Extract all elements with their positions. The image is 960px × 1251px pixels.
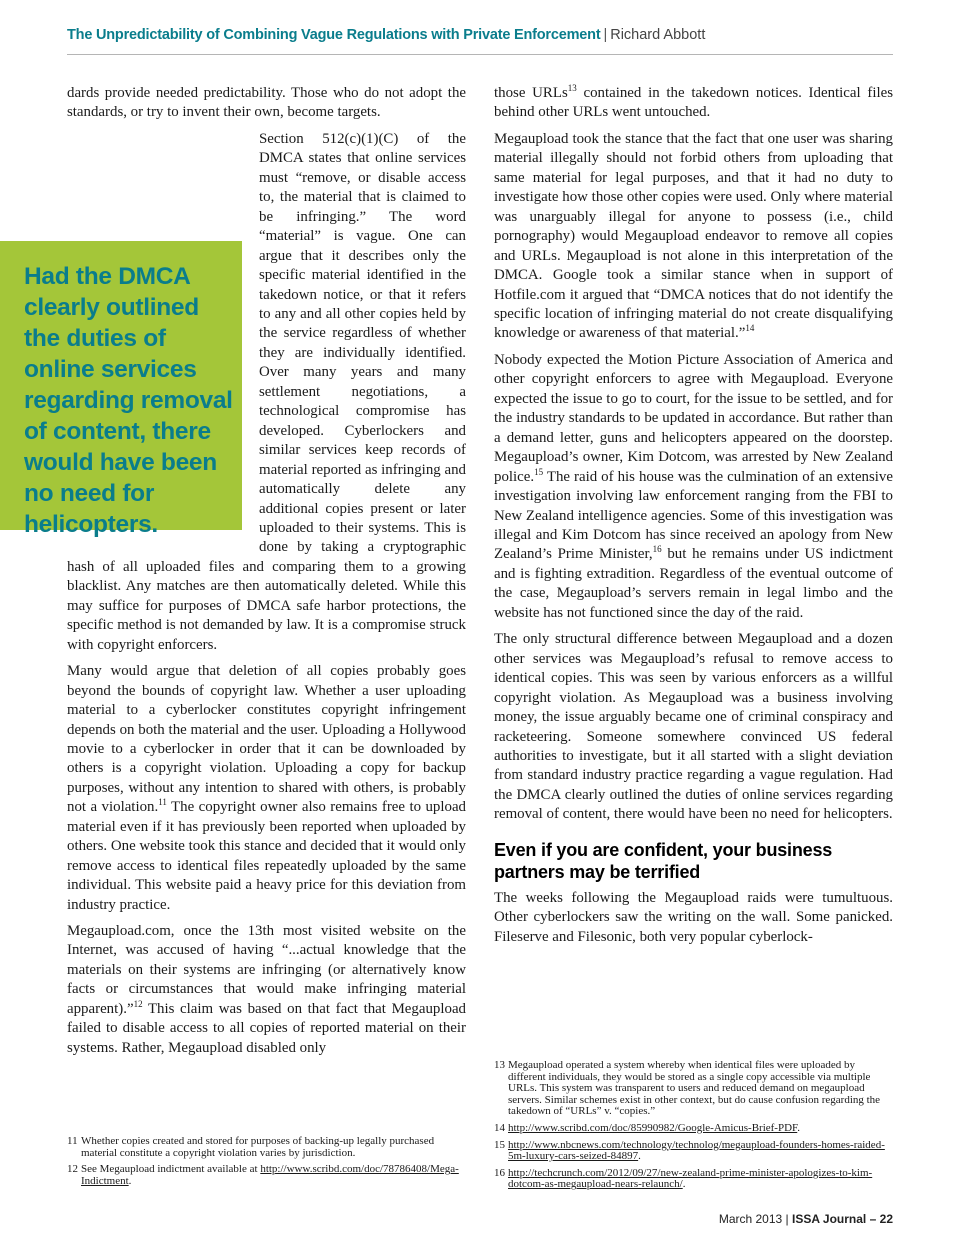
footnote-15 [494, 1140, 893, 1163]
footnote-number: 16 [494, 1166, 505, 1179]
left-paragraph-4-text-a: Megaupload.com, once the 13th most visited website on the Internet, was accused of having “...actual knowledge that the materials on their systems are infringing (or alternatively know facts or circumstances that would make infringing material apparent).” [67, 923, 466, 1017]
header-author: Richard Abbott [610, 27, 706, 43]
footnote-ref-16[interactable]: 16 [652, 544, 662, 555]
right-paragraph-3-text-b: The raid of his house was the culmination of an extensive investigation involving law enforcement ranging from the FBI to New Zealand intelligence agencies. Some of this investigation was illegal and Kim Dotcom has since received an apology from New Zealand’s Prime Minister, [494, 468, 893, 563]
footnote-number: 13 [494, 1059, 505, 1071]
footnote-ref-12[interactable]: 12 [133, 998, 143, 1009]
running-header [67, 26, 893, 55]
footnote-link[interactable]: http://www.nbcnews.com/technology/technolog/megaupload-founders-homes-raided-5m-luxury-cars-seized-84897 [508, 1138, 885, 1163]
footnote-number: 12 [67, 1163, 78, 1176]
right-paragraph-3-text-a: Nobody expected the Motion Picture Association of America and other copyright enforcers to agree with Megaupload. Everyone expected the issue to go to court, for the issue to be settled, and for the industry standards to be updated in accordance. But rather than a demand letter, guns and helicopters appeared on the doorstep. Megaupload’s owner, Kim Dotcom, was arrested by New Zealand police. [494, 351, 893, 485]
left-paragraph-4-text-b: This claim was based on that fact that Megaupload failed to disable access to all copies of reported material on their systems. Rather, Megaupload disabled only [67, 1000, 466, 1056]
footer-journal: ISSA Journal [792, 1212, 867, 1226]
footnotes-right [494, 1060, 893, 1196]
left-paragraph-1: dards provide needed predictability. Those who do not adopt the standards, or try to invent their own, become targets. [67, 85, 466, 121]
right-paragraph-4: The only structural difference between Megaupload and a dozen other services was Megaupload’s refusal to remove access to identical copies. This was seen by various enforcers as a willful copyright violation. As Megaupload was a business involving money, the issue arguably became one of criminal conspiracy and racketeering. Someone somewhere convinced US federal authorities to investigate, but it all started with a slight deviation from standard industry practice regarding a vague regulation. Had the DMCA clearly outlined the duties of online services regarding removal of content, there would have been no need for helicopters. [494, 631, 893, 823]
left-paragraph-3-text-a: Many would argue that deletion of all copies probably goes beyond the bounds of copyright law. Whether a user uploading material to a cyberlocker constitutes copyright infringement depends on both the material and the user. Uploading a Hollywood movie to a cyberlocker in order that it can be downloaded by others is a copyright violation. Uploading a copy for backup purposes, without any intention to shared with others, is probably not a violation. [67, 663, 466, 816]
footer-date: March 2013 [718, 1212, 783, 1226]
left-paragraph-3-text-b: The copyright owner also remains free to upload material even if it has previously been reported when uploaded by others. One website took this stance and decided that it would only remove access to identical files repeatedly uploaded by the same individual. This website paid a heavy price for this deviation from industry practice. [67, 799, 466, 913]
footnotes-left [67, 1136, 466, 1192]
footnote-ref-11[interactable]: 11 [158, 797, 167, 808]
footnote-11 [67, 1136, 466, 1159]
footnote-link[interactable]: http://www.scribd.com/doc/78786408/Mega-Indictment [81, 1163, 459, 1187]
footnote-ref-15[interactable]: 15 [534, 466, 544, 477]
footnote-12 [67, 1164, 466, 1187]
footnote-text: See Megaupload indictment available at [81, 1163, 261, 1176]
footnote-ref-13[interactable]: 13 [567, 83, 577, 94]
right-paragraph-3-text-c: but he remains under US indictment and is fighting extradition. Regardless of the eventual outcome of the case, Megaupload’s servers remain in legal limbo and the website has not functioned since the day of the raid. [494, 546, 894, 621]
footnote-number: 11 [67, 1135, 78, 1147]
footer-separator: | [785, 1212, 789, 1226]
left-column [67, 84, 466, 1065]
pullquote-text: Had the DMCA clearly outlined the duties of online services regarding removal of content, there would have been no need for helicopters. [24, 263, 233, 538]
page-footer [719, 1212, 893, 1226]
right-paragraph-1-text-a: those URLs [494, 85, 568, 101]
section-heading: Even if you are confident, your business partners may be terrified [494, 839, 833, 882]
right-paragraph-3 [494, 351, 893, 623]
right-paragraph-2 [494, 130, 893, 344]
left-paragraph-2-text: Section 512(c)(1)(C) of the DMCA states that online services must “remove, or disable access to, the material that is claimed to be infringing.” The word “material” is vague. One can argue that it describes only the specific material identified in the takedown notice, or that it refers to any and all other copies held by the service regardless of whether they are individually identified. Over many years and many settlement negotiations, a technological compromise has developed. Cyberlockers and similar services keep records of material reported as infringing and automatically delete any additional copies present or later uploaded to their systems. This is done by taking a cryptographic hash of all uploaded files and comparing them to a growing blacklist. Any matches are then automatically deleted. While this may suffice for purposes of DMCA safe harbor protections, the specific method is not demanded by law. It is a compromise struck with copyright enforcers. [67, 130, 466, 653]
header-separator: | [603, 27, 608, 43]
pullquote-wrap-spacer [67, 228, 259, 556]
footnote-end: . [128, 1174, 132, 1187]
right-paragraph-1 [494, 84, 893, 123]
footnote-16 [494, 1168, 893, 1191]
right-paragraph-1-text-b: contained in the takedown notices. Identical files behind other URLs went untouched. [494, 85, 894, 121]
footnote-end: . [797, 1121, 801, 1134]
footnote-text: Megaupload operated a system whereby when identical files were uploaded by different individuals, they would be stored as a single copy accessible via multiple URLs. This system was transparent to users and reduced demand on megaupload servers. Similar schemes exist in other context, but do cause confusion regarding the takedown of “URLs” v. “copies.” [508, 1059, 881, 1118]
header-title: The Unpredictability of Combining Vague Regulations with Private Enforcement [67, 27, 601, 43]
footnote-14 [494, 1123, 893, 1135]
right-paragraph-2-text: Megaupload took the stance that the fact that one user was sharing material illegally should not forbid others from uploading that same material for legal purposes, and that it had no duty to investigate how those other copies were used. Only where material was unarguably illegal for anyone to possess (i.e., child pornography) would Megaupload endeavor to remove all copies and URLs. Megaupload is not alone in this interpretation of the DMCA. Google took a similar stance when in support of Hotfile.com it argued that “DMCA notices that do not identify the specific location of infringing material do not create disqualifying knowledge or awareness of that material.” [494, 130, 893, 342]
footnote-number: 14 [494, 1121, 505, 1134]
left-paragraph-3 [67, 662, 466, 915]
footnote-number: 15 [494, 1138, 505, 1151]
footnote-link[interactable]: http://techcrunch.com/2012/09/27/new-zealand-prime-minister-apologizes-to-kim-dotcom-as-megaupload-nears-relaunch/ [508, 1166, 873, 1191]
left-paragraph-2 [67, 130, 466, 655]
footnote-text: Whether copies created and stored for purposes of backing-up legally purchased material constitute a copyright violation varies by jurisdiction. [81, 1135, 435, 1159]
footnote-end: . [682, 1178, 686, 1191]
right-column [494, 84, 893, 954]
footnote-13 [494, 1060, 893, 1118]
footnote-link[interactable]: http://www.scribd.com/doc/85990982/Google-Amicus-Brief-PDF [508, 1121, 798, 1134]
left-paragraph-4 [67, 922, 466, 1058]
footnote-end: . [638, 1150, 641, 1163]
footnote-ref-14[interactable]: 14 [745, 323, 755, 334]
footer-dash: – [869, 1212, 877, 1226]
right-paragraph-5: The weeks following the Megaupload raids were tumultuous. Other cyberlockers saw the writing on the wall. Some panicked. Fileserve and Filesonic, both very popular cyberlock- [494, 889, 893, 945]
footer-page-number: 22 [879, 1212, 893, 1226]
